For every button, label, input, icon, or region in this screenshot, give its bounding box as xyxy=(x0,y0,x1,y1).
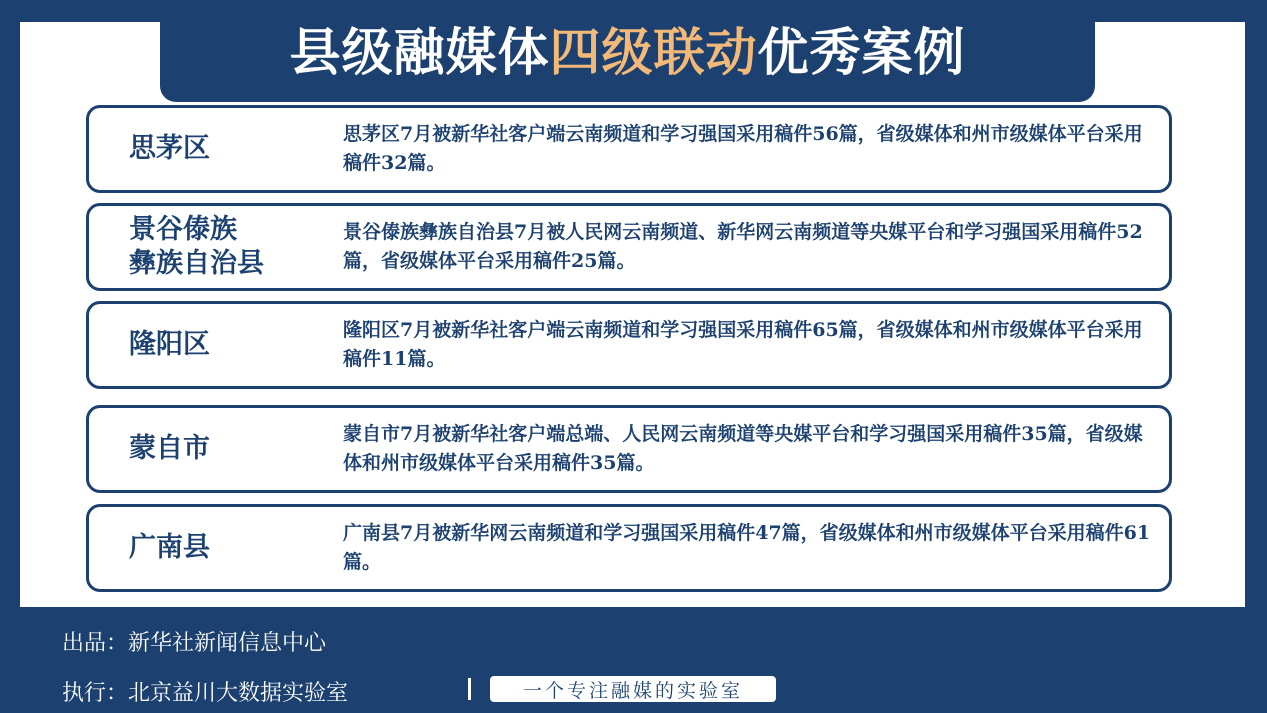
case-county-name: 思茅区 xyxy=(129,133,210,164)
footer-producer: 出品：新华社新闻信息中心 xyxy=(62,631,327,656)
title-part-1: 县级融媒体 xyxy=(289,24,550,83)
title-part-2: 优秀案例 xyxy=(757,24,966,83)
case-card-mengzi xyxy=(86,405,1172,493)
footer-executor: 执行：北京益川大数据实验室 xyxy=(62,681,349,706)
case-description: 思茅区7月被新华社客户端云南频道和学习强国采用稿件56篇，省级媒体和州市级媒体平台采用稿件32篇。 xyxy=(343,123,1143,174)
case-description: 隆阳区7月被新华社客户端云南频道和学习强国采用稿件65篇，省级媒体和州市级媒体平台采用稿件11篇。 xyxy=(343,319,1143,370)
title-banner xyxy=(160,0,1095,102)
footer-divider xyxy=(468,678,471,700)
case-county-name: 景谷傣族 彝族自治县 xyxy=(129,214,264,279)
case-card-simao xyxy=(86,105,1172,193)
page-title xyxy=(289,11,965,85)
case-county-name: 隆阳区 xyxy=(129,329,210,360)
case-description: 景谷傣族彝族自治县7月被人民网云南频道、新华网云南频道等央媒平台和学习强国采用稿件52篇，省级媒体平台采用稿件25篇。 xyxy=(343,221,1143,272)
case-description: 广南县7月被新华网云南频道和学习强国采用稿件47篇，省级媒体和州市级媒体平台采用稿件61篇。 xyxy=(343,522,1151,573)
case-description: 蒙自市7月被新华社客户端总端、人民网云南频道等央媒平台和学习强国采用稿件35篇，省级媒体和州市级媒体平台采用稿件35篇。 xyxy=(343,423,1143,474)
case-card-guangnan xyxy=(86,504,1172,592)
lab-slogan-tag: 一个专注融媒的实验室 xyxy=(489,675,777,703)
case-card-jinggu xyxy=(86,203,1172,291)
case-card-longyang xyxy=(86,301,1172,389)
title-highlight: 四级联动 xyxy=(549,24,758,83)
case-county-name: 蒙自市 xyxy=(129,433,210,464)
case-county-name: 广南县 xyxy=(129,532,210,563)
